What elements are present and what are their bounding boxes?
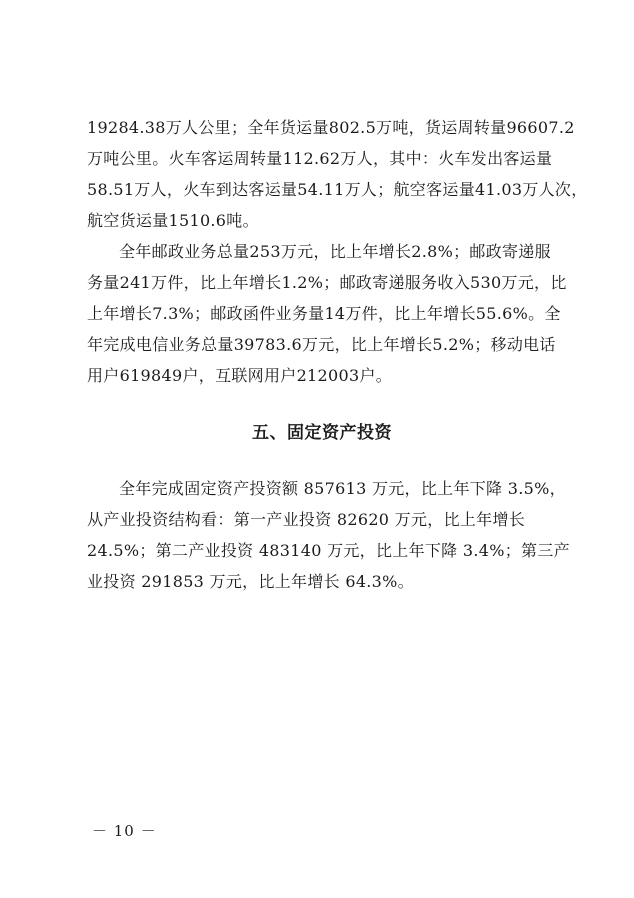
text-line: 19284.38万人公里；全年货运量802.5万吨，货运周转量96607.2 <box>87 118 575 137</box>
investment-paragraph <box>87 473 570 597</box>
postal-telecom-paragraph <box>87 236 567 391</box>
text-line: 全年完成固定资产投资额 857613 万元，比上年下降 3.5%， <box>119 479 566 498</box>
text-line: 航空货运量1510.6吨。 <box>87 211 259 230</box>
text-line: 年完成电信业务总量39783.6万元，比上年增长5.2%；移动电话 <box>87 335 556 354</box>
text-line: 上年增长7.3%；邮政函件业务量14万件，比上年增长55.6%。全 <box>87 304 561 323</box>
text-line: 用户619849户，互联网用户212003户。 <box>87 366 393 385</box>
text-line: 务量241万件，比上年增长1.2%；邮政寄递服务收入530万元，比 <box>87 273 567 292</box>
page-number: － 10 － <box>92 822 157 840</box>
text-line: 万吨公里。火车客运周转量112.62万人，其中：火车发出客运量 <box>87 149 553 168</box>
text-line: 业投资 291853 万元，比上年增长 64.3%。 <box>87 572 414 591</box>
transport-paragraph <box>87 112 588 236</box>
text-line: 从产业投资结构看：第一产业投资 82620 万元，比上年增长 <box>87 510 526 529</box>
text-line: 24.5%；第二产业投资 483140 万元，比上年下降 3.4%；第三产 <box>87 541 570 560</box>
text-line: 58.51万人，火车到达客运量54.11万人；航空客运量41.03万人次， <box>87 180 588 199</box>
section-heading: 五、固定资产投资 <box>252 423 392 443</box>
text-line: 全年邮政业务总量253万元，比上年增长2.8%；邮政寄递服 <box>119 242 551 261</box>
